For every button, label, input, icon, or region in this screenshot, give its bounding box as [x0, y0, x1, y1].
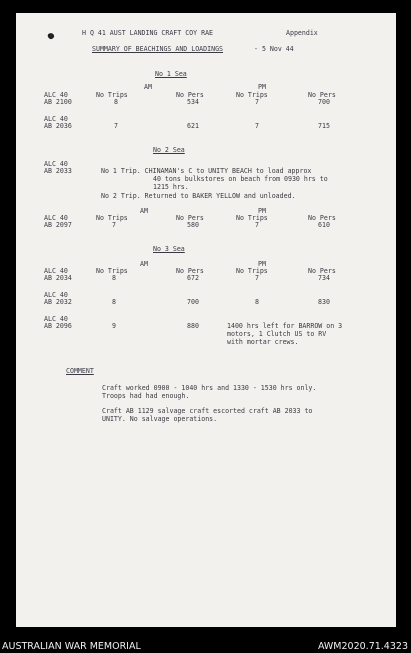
sec3-row2-cell: 8 [112, 298, 116, 306]
sec1-col-header: No Trips [96, 91, 128, 99]
sec1-row1-cell: 8 [114, 98, 118, 106]
sec3-row1-cell: 734 [318, 274, 330, 282]
sec1-am: AM [144, 83, 152, 91]
comment-line: Craft worked 0900 - 1040 hrs and 1330 - 1530 hrs only. [102, 384, 317, 392]
sec1-row2-cell: 7 [114, 122, 118, 130]
sec3-row1-label1: ALC 40 [44, 267, 68, 275]
comment-line: Craft AB 1129 salvage craft escorted craft AB 2033 to [102, 407, 313, 415]
sec1-row2-cell: 715 [318, 122, 330, 130]
appendix-label: Appendix [286, 29, 318, 37]
sec1-row1-label1: ALC 40 [44, 91, 68, 99]
sec3-row3-cell: 880 [187, 322, 199, 330]
sec2-row-cell: 580 [187, 221, 199, 229]
sec3-note-line: 1400 hrs left for BARROW on 3 [227, 322, 343, 330]
sec2-note-label2: AB 2033 [44, 167, 72, 175]
sec1-row1-cell: 7 [255, 98, 259, 106]
sec2-row-cell: 7 [255, 221, 259, 229]
sec2-note-label1: ALC 40 [44, 160, 68, 168]
sec2-am: AM [140, 207, 148, 215]
archive-footer [0, 639, 411, 653]
sec2-note-line: No 1 Trip. CHINAMAN's C to UNITY BEACH to load approx [101, 167, 312, 175]
comment-heading: COMMENT [66, 367, 94, 375]
sec2-note-line: No 2 Trip. Returned to BAKER YELLOW and unloaded. [101, 192, 296, 200]
sec3-row2-cell: 700 [187, 298, 199, 306]
footer-accession-number: AWM2020.71.4323 [317, 641, 408, 652]
sec3-pm: PM [258, 260, 266, 268]
sec1-pm: PM [258, 83, 266, 91]
sec3-row1-label2: AB 2034 [44, 274, 72, 282]
sec1-col-header: No Pers [176, 91, 204, 99]
sec3-col-header: No Pers [308, 267, 336, 275]
document-page [16, 13, 396, 627]
sec1-col-header: No Pers [308, 91, 336, 99]
sec3-row1-cell: 7 [255, 274, 259, 282]
sec2-col-header: No Pers [176, 214, 204, 222]
sec1-row1-label2: AB 2100 [44, 98, 72, 106]
sec3-col-header: No Pers [176, 267, 204, 275]
sec3-row1-cell: 8 [112, 274, 116, 282]
sec3-row2-cell: 830 [318, 298, 330, 306]
sec2-note-line: 40 tons bulkstores on beach from 0930 hrs to [153, 175, 328, 183]
sec3-row2-cell: 8 [255, 298, 259, 306]
sec3-col-header: No Trips [236, 267, 268, 275]
sec3-note-line: motors, 1 Clutch US to RV [227, 330, 327, 338]
sec2-row-cell: 7 [112, 221, 116, 229]
sec3-row3-cell: 9 [112, 322, 116, 330]
sec2-row-label2: AB 2097 [44, 221, 72, 229]
sec2-pm: PM [258, 207, 266, 215]
sec3-am: AM [140, 260, 148, 268]
sec3-row2-label1: ALC 40 [44, 291, 68, 299]
sec3-row3-label2: AB 2096 [44, 322, 72, 330]
sec2-heading: No 2 Sea [153, 146, 185, 154]
sec2-col-header: No Pers [308, 214, 336, 222]
sec2-note-line: 1215 hrs. [153, 183, 189, 191]
sec2-row-label1: ALC 40 [44, 214, 68, 222]
sec3-col-header: No Trips [96, 267, 128, 275]
document-date: - 5 Nov 44 [254, 45, 294, 53]
sec3-row2-label2: AB 2032 [44, 298, 72, 306]
sec1-row1-cell: 534 [187, 98, 199, 106]
footer-institution: AUSTRALIAN WAR MEMORIAL [2, 641, 141, 652]
sec1-row2-cell: 621 [187, 122, 199, 130]
sec1-row1-cell: 700 [318, 98, 330, 106]
sec2-row-cell: 610 [318, 221, 330, 229]
document-title: SUMMARY OF BEACHINGS AND LOADINGS [92, 45, 224, 53]
sec1-row2-label1: ALC 40 [44, 115, 68, 123]
sec3-row3-label1: ALC 40 [44, 315, 68, 323]
sec3-heading: No 3 Sea [153, 245, 185, 253]
sec1-row2-cell: 7 [255, 122, 259, 130]
sec2-col-header: No Trips [236, 214, 268, 222]
sec1-heading: No 1 Sea [155, 70, 187, 78]
comment-line: Troops had had enough. [102, 392, 190, 400]
sec3-row1-cell: 672 [187, 274, 199, 282]
sec1-row2-label2: AB 2036 [44, 122, 72, 130]
unit-line: H Q 41 AUST LANDING CRAFT COY RAE [82, 29, 214, 37]
sec2-col-header: No Trips [96, 214, 128, 222]
comment-line: UNITY. No salvage operations. [102, 415, 218, 423]
sec3-note-line: with mortar crews. [227, 338, 299, 346]
sec1-col-header: No Trips [236, 91, 268, 99]
